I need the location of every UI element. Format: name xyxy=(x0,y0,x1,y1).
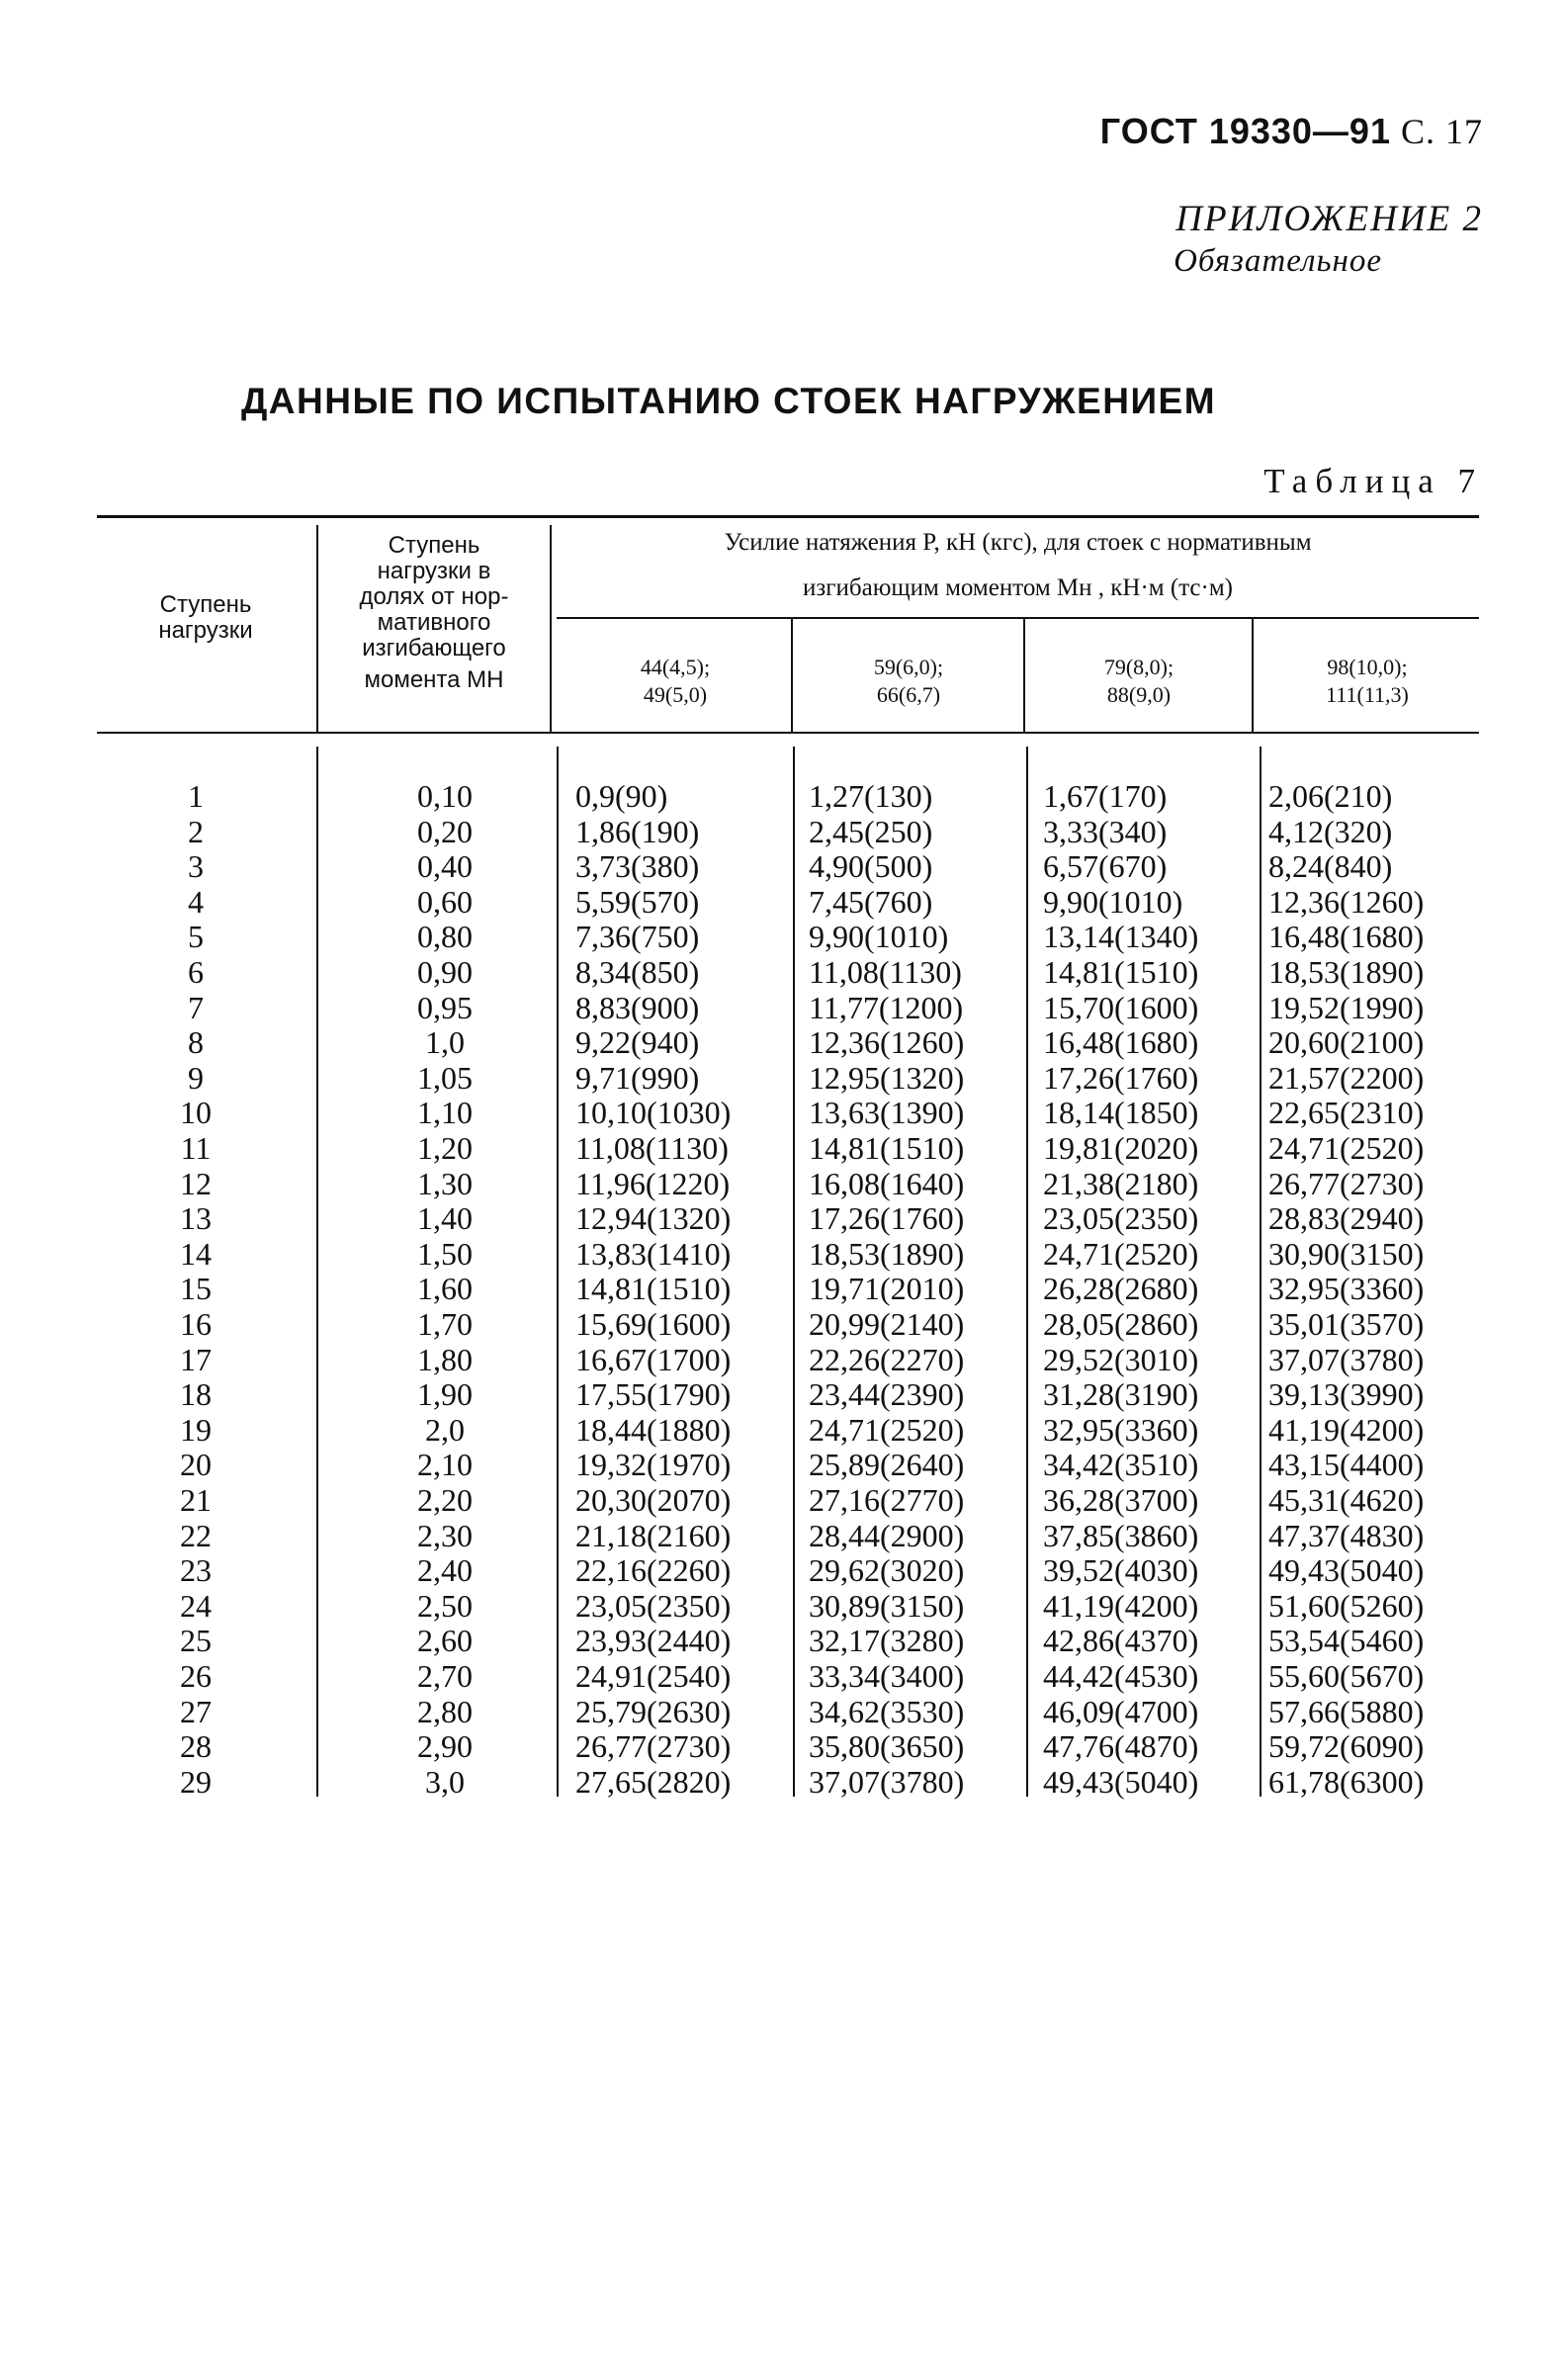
force-cell-1: 25,79(2630) xyxy=(575,1693,732,1729)
force-cell-2: 33,34(3400) xyxy=(809,1658,965,1694)
force-cell-3: 17,26(1760) xyxy=(1043,1059,1199,1096)
table-row xyxy=(97,1764,1479,1800)
page-title: ДАННЫЕ ПО ИСПЫТАНИЮ СТОЕК НАГРУЖЕНИЕМ xyxy=(240,381,1217,421)
table-row xyxy=(97,1342,1479,1377)
step-cell: 15 xyxy=(180,1271,212,1307)
step-cell: 26 xyxy=(180,1658,212,1694)
force-cell-1: 5,59(570) xyxy=(575,883,700,920)
force-cell-3: 37,85(3860) xyxy=(1043,1517,1199,1553)
force-cell-3: 13,14(1340) xyxy=(1043,919,1199,955)
header-divider xyxy=(316,525,318,732)
table-row xyxy=(97,1518,1479,1553)
force-cell-2: 2,45(250) xyxy=(809,813,933,849)
force-cell-2: 20,99(2140) xyxy=(809,1306,965,1342)
standard-code: ГОСТ 19330—91 xyxy=(1099,111,1391,151)
force-cell-1: 10,10(1030) xyxy=(575,1095,732,1131)
force-cell-3: 16,48(1680) xyxy=(1043,1024,1199,1061)
fraction-cell: 1,50 xyxy=(417,1235,473,1272)
step-cell: 2 xyxy=(188,813,204,849)
header-bottom-rule xyxy=(97,732,1479,734)
table-label: Таблица 7 xyxy=(1263,462,1483,500)
fraction-cell: 0,95 xyxy=(417,989,473,1025)
table-row xyxy=(97,919,1479,954)
step-cell: 27 xyxy=(180,1693,212,1729)
force-cell-1: 15,69(1600) xyxy=(575,1306,732,1342)
force-cell-4: 61,78(6300) xyxy=(1268,1763,1425,1800)
force-cell-4: 41,19(4200) xyxy=(1268,1411,1425,1448)
fraction-cell: 1,20 xyxy=(417,1130,473,1166)
force-cell-3: 29,52(3010) xyxy=(1043,1341,1199,1377)
header-divider xyxy=(791,619,793,732)
force-cell-3: 15,70(1600) xyxy=(1043,989,1199,1025)
force-cell-2: 22,26(2270) xyxy=(809,1341,965,1377)
fraction-cell: 3,0 xyxy=(425,1763,465,1800)
table-row xyxy=(97,848,1479,884)
table-row xyxy=(97,1623,1479,1658)
step-cell: 8 xyxy=(188,1024,204,1061)
force-cell-1: 11,08(1130) xyxy=(575,1130,729,1166)
table-row xyxy=(97,778,1479,814)
fraction-cell: 2,0 xyxy=(425,1411,465,1448)
fraction-cell: 2,10 xyxy=(417,1447,473,1483)
table-row xyxy=(97,1588,1479,1624)
force-cell-2: 12,95(1320) xyxy=(809,1059,965,1096)
step-cell: 5 xyxy=(188,919,204,955)
table-row xyxy=(97,1130,1479,1166)
fraction-cell: 1,0 xyxy=(425,1024,465,1061)
force-cell-1: 0,9(90) xyxy=(575,778,668,814)
force-cell-1: 13,83(1410) xyxy=(575,1235,732,1272)
page-number: С. 17 xyxy=(1400,112,1483,151)
header-divider xyxy=(550,525,552,732)
fraction-cell: 1,30 xyxy=(417,1165,473,1201)
force-cell-1: 26,77(2730) xyxy=(575,1728,732,1765)
force-cell-1: 11,96(1220) xyxy=(575,1165,731,1201)
step-cell: 12 xyxy=(180,1165,212,1201)
subheader-rule xyxy=(557,617,1479,619)
force-cell-3: 49,43(5040) xyxy=(1043,1763,1199,1800)
fraction-cell: 1,60 xyxy=(417,1271,473,1307)
force-cell-3: 24,71(2520) xyxy=(1043,1235,1199,1272)
force-cell-3: 3,33(340) xyxy=(1043,813,1168,849)
force-cell-4: 12,36(1260) xyxy=(1268,883,1425,920)
force-cell-2: 13,63(1390) xyxy=(809,1095,965,1131)
force-cell-2: 27,16(2770) xyxy=(809,1482,965,1518)
force-cell-2: 18,53(1890) xyxy=(809,1235,965,1272)
step-cell: 18 xyxy=(180,1376,212,1413)
subheader-moment-3: 79(8,0); 88(9,0) xyxy=(1103,655,1174,707)
force-cell-3: 47,76(4870) xyxy=(1043,1728,1199,1765)
force-cell-1: 17,55(1790) xyxy=(575,1376,732,1413)
force-cell-4: 35,01(3570) xyxy=(1268,1306,1425,1342)
fraction-cell: 0,60 xyxy=(417,883,473,920)
force-cell-2: 25,89(2640) xyxy=(809,1447,965,1483)
force-cell-2: 16,08(1640) xyxy=(809,1165,965,1201)
force-cell-4: 2,06(210) xyxy=(1268,778,1393,814)
force-cell-2: 29,62(3020) xyxy=(809,1552,965,1589)
force-cell-4: 51,60(5260) xyxy=(1268,1587,1425,1624)
document-header xyxy=(1100,111,1483,152)
table-row xyxy=(97,1447,1479,1482)
force-cell-4: 28,83(2940) xyxy=(1268,1200,1425,1237)
step-cell: 6 xyxy=(188,954,204,990)
fraction-cell: 1,70 xyxy=(417,1306,473,1342)
force-cell-1: 3,73(380) xyxy=(575,848,700,885)
force-cell-3: 32,95(3360) xyxy=(1043,1411,1199,1448)
fraction-cell: 0,80 xyxy=(417,919,473,955)
force-cell-2: 14,81(1510) xyxy=(809,1130,965,1166)
force-cell-4: 39,13(3990) xyxy=(1268,1376,1425,1413)
force-cell-1: 8,34(850) xyxy=(575,954,700,990)
force-cell-4: 45,31(4620) xyxy=(1268,1482,1425,1518)
force-cell-3: 44,42(4530) xyxy=(1043,1658,1199,1694)
step-cell: 22 xyxy=(180,1517,212,1553)
force-cell-1: 18,44(1880) xyxy=(575,1411,732,1448)
table-row xyxy=(97,1306,1479,1342)
force-cell-3: 9,90(1010) xyxy=(1043,883,1183,920)
subheader-moment-4: 98(10,0); 111(11,3) xyxy=(1326,655,1409,707)
force-cell-3: 23,05(2350) xyxy=(1043,1200,1199,1237)
force-cell-4: 53,54(5460) xyxy=(1268,1623,1425,1659)
step-cell: 17 xyxy=(180,1341,212,1377)
force-cell-4: 18,53(1890) xyxy=(1268,954,1425,990)
force-cell-4: 22,65(2310) xyxy=(1268,1095,1425,1131)
table-row xyxy=(97,1200,1479,1236)
force-cell-3: 26,28(2680) xyxy=(1043,1271,1199,1307)
subheader-moment-2: 59(6,0); 66(6,7) xyxy=(873,655,944,707)
force-cell-2: 24,71(2520) xyxy=(809,1411,965,1448)
force-cell-2: 1,27(130) xyxy=(809,778,933,814)
force-cell-1: 27,65(2820) xyxy=(575,1763,732,1800)
force-cell-2: 30,89(3150) xyxy=(809,1587,965,1624)
step-cell: 29 xyxy=(180,1763,212,1800)
force-cell-4: 8,24(840) xyxy=(1268,848,1393,885)
fraction-cell: 0,20 xyxy=(417,813,473,849)
force-cell-4: 59,72(6090) xyxy=(1268,1728,1425,1765)
table-row xyxy=(97,1060,1479,1096)
force-cell-2: 12,36(1260) xyxy=(809,1024,965,1061)
force-cell-3: 46,09(4700) xyxy=(1043,1693,1199,1729)
step-cell: 25 xyxy=(180,1623,212,1659)
force-cell-1: 23,93(2440) xyxy=(575,1623,732,1659)
table-row xyxy=(97,1024,1479,1060)
step-cell: 13 xyxy=(180,1200,212,1237)
force-cell-4: 47,37(4830) xyxy=(1268,1517,1425,1553)
table-row xyxy=(97,1482,1479,1518)
force-cell-1: 14,81(1510) xyxy=(575,1271,732,1307)
force-cell-2: 11,08(1130) xyxy=(809,954,962,990)
fraction-cell: 0,10 xyxy=(417,778,473,814)
force-cell-4: 55,60(5670) xyxy=(1268,1658,1425,1694)
force-cell-2: 4,90(500) xyxy=(809,848,933,885)
step-cell: 1 xyxy=(188,778,204,814)
force-cell-4: 32,95(3360) xyxy=(1268,1271,1425,1307)
table-row xyxy=(97,954,1479,990)
fraction-cell: 2,70 xyxy=(417,1658,473,1694)
fraction-cell: 1,80 xyxy=(417,1341,473,1377)
force-cell-3: 19,81(2020) xyxy=(1043,1130,1199,1166)
force-cell-2: 7,45(760) xyxy=(809,883,933,920)
force-cell-3: 6,57(670) xyxy=(1043,848,1168,885)
force-cell-4: 26,77(2730) xyxy=(1268,1165,1425,1201)
force-cell-4: 20,60(2100) xyxy=(1268,1024,1425,1061)
force-cell-1: 19,32(1970) xyxy=(575,1447,732,1483)
force-cell-1: 12,94(1320) xyxy=(575,1200,732,1237)
force-cell-3: 31,28(3190) xyxy=(1043,1376,1199,1413)
force-cell-2: 34,62(3530) xyxy=(809,1693,965,1729)
header-divider xyxy=(1023,619,1025,732)
step-cell: 9 xyxy=(188,1059,204,1096)
force-cell-4: 21,57(2200) xyxy=(1268,1059,1425,1096)
step-cell: 7 xyxy=(188,989,204,1025)
force-cell-1: 22,16(2260) xyxy=(575,1552,732,1589)
step-cell: 23 xyxy=(180,1552,212,1589)
appendix-subtitle: Обязательное xyxy=(1174,243,1382,279)
header-divider xyxy=(1252,619,1254,732)
force-cell-3: 42,86(4370) xyxy=(1043,1623,1199,1659)
fraction-cell: 2,20 xyxy=(417,1482,473,1518)
fraction-cell: 2,50 xyxy=(417,1587,473,1624)
force-cell-2: 23,44(2390) xyxy=(809,1376,965,1413)
force-cell-3: 28,05(2860) xyxy=(1043,1306,1199,1342)
step-cell: 28 xyxy=(180,1728,212,1765)
force-cell-1: 23,05(2350) xyxy=(575,1587,732,1624)
force-cell-1: 1,86(190) xyxy=(575,813,700,849)
header-step: Ступень нагрузки xyxy=(158,591,253,644)
force-cell-2: 17,26(1760) xyxy=(809,1200,965,1237)
force-cell-3: 34,42(3510) xyxy=(1043,1447,1199,1483)
fraction-cell: 0,40 xyxy=(417,848,473,885)
fraction-cell: 1,10 xyxy=(417,1095,473,1131)
table-row xyxy=(97,1412,1479,1448)
fraction-cell: 1,40 xyxy=(417,1200,473,1237)
fraction-cell: 2,80 xyxy=(417,1693,473,1729)
fraction-cell: 2,40 xyxy=(417,1552,473,1589)
force-cell-3: 18,14(1850) xyxy=(1043,1095,1199,1131)
force-cell-4: 49,43(5040) xyxy=(1268,1552,1425,1589)
force-cell-1: 9,71(990) xyxy=(575,1059,700,1096)
fraction-cell: 1,90 xyxy=(417,1376,473,1413)
fraction-cell: 1,05 xyxy=(417,1059,473,1096)
step-cell: 10 xyxy=(180,1095,212,1131)
force-cell-3: 41,19(4200) xyxy=(1043,1587,1199,1624)
force-cell-4: 24,71(2520) xyxy=(1268,1130,1425,1166)
step-cell: 19 xyxy=(180,1411,212,1448)
force-cell-3: 14,81(1510) xyxy=(1043,954,1199,990)
table-row xyxy=(97,1728,1479,1764)
force-cell-3: 36,28(3700) xyxy=(1043,1482,1199,1518)
table-row xyxy=(97,1694,1479,1729)
table-row xyxy=(97,1552,1479,1588)
table-row xyxy=(97,1236,1479,1272)
force-cell-3: 39,52(4030) xyxy=(1043,1552,1199,1589)
subheader-moment-1: 44(4,5); 49(5,0) xyxy=(640,655,711,707)
force-cell-1: 7,36(750) xyxy=(575,919,700,955)
table-top-rule xyxy=(97,515,1479,518)
step-cell: 24 xyxy=(180,1587,212,1624)
force-cell-1: 21,18(2160) xyxy=(575,1517,732,1553)
table-row xyxy=(97,884,1479,920)
force-cell-3: 1,67(170) xyxy=(1043,778,1168,814)
table-row xyxy=(97,1166,1479,1201)
appendix-title: ПРИЛОЖЕНИЕ 2 xyxy=(1175,199,1483,239)
table-row xyxy=(97,1271,1479,1306)
force-cell-3: 21,38(2180) xyxy=(1043,1165,1199,1201)
force-cell-4: 4,12(320) xyxy=(1268,813,1393,849)
force-cell-4: 30,90(3150) xyxy=(1268,1235,1425,1272)
header-group: Усилие натяжения P, кН (кгс), для стоек с нормативным изгибающим моментом Mн , кН·м (тс·м) xyxy=(724,529,1312,601)
fraction-cell: 0,90 xyxy=(417,954,473,990)
force-cell-2: 35,80(3650) xyxy=(809,1728,965,1765)
step-cell: 3 xyxy=(188,848,204,885)
force-cell-2: 11,77(1200) xyxy=(809,989,964,1025)
fraction-cell: 2,30 xyxy=(417,1517,473,1553)
fraction-cell: 2,60 xyxy=(417,1623,473,1659)
force-cell-1: 20,30(2070) xyxy=(575,1482,732,1518)
force-cell-2: 19,71(2010) xyxy=(809,1271,965,1307)
step-cell: 20 xyxy=(180,1447,212,1483)
table-row xyxy=(97,990,1479,1025)
fraction-cell: 2,90 xyxy=(417,1728,473,1765)
force-cell-1: 16,67(1700) xyxy=(575,1341,732,1377)
table-row xyxy=(97,814,1479,849)
force-cell-1: 9,22(940) xyxy=(575,1024,700,1061)
force-cell-2: 32,17(3280) xyxy=(809,1623,965,1659)
step-cell: 4 xyxy=(188,883,204,920)
step-cell: 21 xyxy=(180,1482,212,1518)
table-row xyxy=(97,1095,1479,1130)
force-cell-1: 24,91(2540) xyxy=(575,1658,732,1694)
table-row xyxy=(97,1376,1479,1412)
step-cell: 14 xyxy=(180,1235,212,1272)
step-cell: 16 xyxy=(180,1306,212,1342)
force-cell-2: 28,44(2900) xyxy=(809,1517,965,1553)
force-cell-4: 16,48(1680) xyxy=(1268,919,1425,955)
force-cell-4: 37,07(3780) xyxy=(1268,1341,1425,1377)
force-cell-4: 43,15(4400) xyxy=(1268,1447,1425,1483)
force-cell-4: 57,66(5880) xyxy=(1268,1693,1425,1729)
table-row xyxy=(97,1658,1479,1694)
force-cell-2: 9,90(1010) xyxy=(809,919,949,955)
force-cell-1: 8,83(900) xyxy=(575,989,700,1025)
header-fraction: Ступень нагрузки в долях от нор- мативного изгибающего момента МН xyxy=(359,532,509,693)
step-cell: 11 xyxy=(180,1130,212,1166)
force-cell-2: 37,07(3780) xyxy=(809,1763,965,1800)
force-cell-4: 19,52(1990) xyxy=(1268,989,1425,1025)
